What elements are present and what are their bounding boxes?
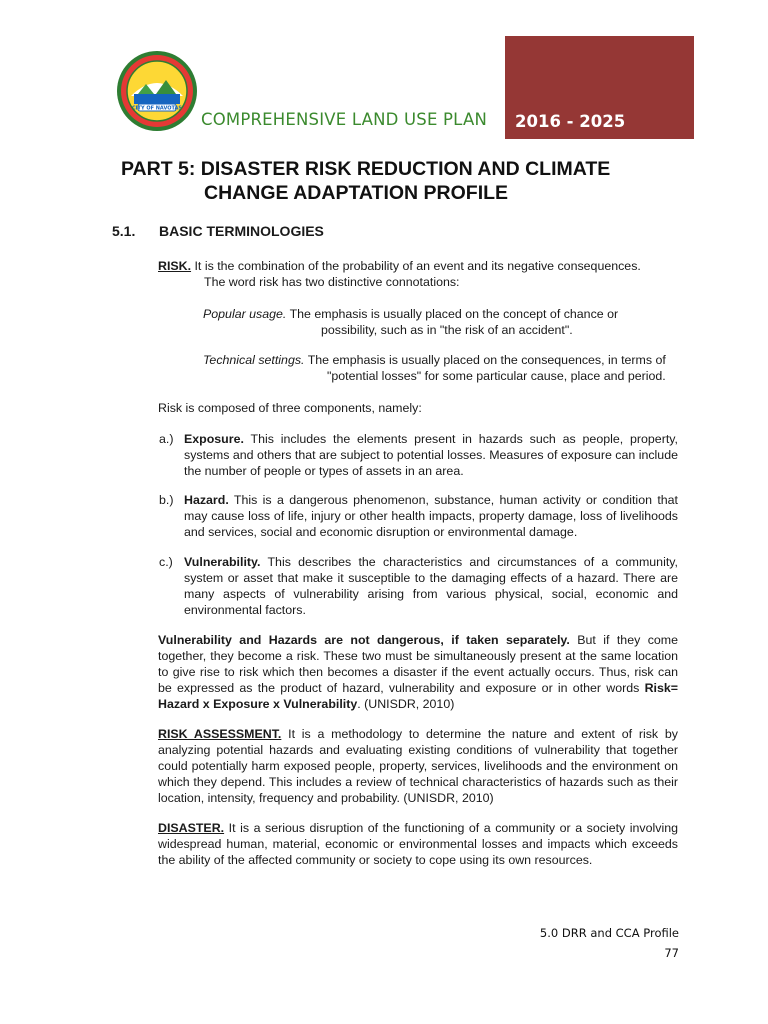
hazard-term: Hazard. bbox=[184, 493, 229, 507]
year-banner bbox=[505, 36, 694, 139]
item-label-b: b.) bbox=[159, 493, 174, 507]
seal-text: CITY OF NAVOTAS bbox=[132, 105, 182, 112]
footer-page-number: 77 bbox=[664, 946, 679, 960]
item-label-c: c.) bbox=[159, 555, 173, 569]
risk-paragraph bbox=[158, 258, 678, 290]
technical-settings bbox=[203, 352, 683, 384]
risk-assessment-paragraph bbox=[158, 726, 678, 806]
vh-cite: . (UNISDR, 2010) bbox=[357, 697, 455, 711]
part-title bbox=[121, 157, 661, 205]
vulnerability-hazard-paragraph bbox=[158, 632, 678, 712]
risk-term: RISK. bbox=[158, 259, 192, 273]
section-title: BASIC TERMINOLOGIES bbox=[159, 223, 324, 239]
part-title-line2: CHANGE ADAPTATION PROFILE bbox=[204, 182, 509, 204]
plan-title: COMPREHENSIVE LAND USE PLAN bbox=[201, 110, 487, 129]
exposure-text: This includes the elements present in hazards such as people, property, systems and others that are subject to potential losses. Measures of exposure can include the number of people or types of assets in an area. bbox=[184, 432, 678, 478]
hazard-item bbox=[184, 492, 678, 540]
footer-profile: 5.0 DRR and CCA Profile bbox=[539, 926, 679, 940]
vulnerability-text: This describes the characteristics and circumstances of a community, system or asset that make it susceptible to the damaging effects of a hazard. There are many aspects of vulnerability arising from various physical, social, economic and environmental factors. bbox=[184, 555, 678, 617]
city-seal-logo bbox=[116, 50, 198, 132]
vh-text: But if they come together, they become a risk. These two must be simultaneously present at the same location to give rise to risk which then becomes a disaster if the event actually occurs. Thus, risk can be expressed as the product of hazard, vulnerability and exposure or in other words bbox=[158, 633, 678, 695]
risk-line2: The word risk has two distinctive connotations: bbox=[204, 275, 460, 289]
risk-line1: It is the combination of the probability of an event and its negative consequences. bbox=[191, 259, 641, 273]
disaster-paragraph bbox=[158, 820, 678, 868]
part-title-line1: PART 5: DISASTER RISK REDUCTION AND CLIMATE bbox=[121, 158, 611, 180]
vulnerability-item bbox=[184, 554, 678, 618]
disaster-term: DISASTER. bbox=[158, 821, 225, 835]
popular-line1: The emphasis is usually placed on the concept of chance or bbox=[286, 307, 619, 321]
exposure-term: Exposure. bbox=[184, 432, 244, 446]
item-label-a: a.) bbox=[159, 432, 174, 446]
popular-line2: possibility, such as in "the risk of an accident". bbox=[321, 323, 573, 337]
risk-formula: Risk= Hazard x Exposure x Vulnerability bbox=[158, 681, 678, 711]
risk-assessment-text: It is a methodology to determine the nature and extent of risk by analyzing potential hazards and evaluating existing conditions of vulnerability that together could potentially harm exposed people, property, services, livelihoods and the environment on which they depend. This includes a review of technical characteristics of hazards such as their location, intensity, frequency and probability. (UNISDR, 2010) bbox=[158, 727, 678, 805]
popular-label: Popular usage. bbox=[203, 307, 287, 321]
risk-assessment-term: RISK ASSESSMENT. bbox=[158, 727, 282, 741]
technical-line1: The emphasis is usually placed on the consequences, in terms of bbox=[304, 353, 666, 367]
disaster-text: It is a serious disruption of the functioning of a community or a society involving widespread human, material, economic or environmental losses and impacts which exceeds the ability of the affected community or society to cope using its own resources. bbox=[158, 821, 678, 867]
technical-line2: "potential losses" for some particular cause, place and period. bbox=[327, 369, 666, 383]
exposure-item bbox=[184, 431, 678, 479]
vh-bold: Vulnerability and Hazards are not dangerous, if taken separately. bbox=[158, 633, 570, 647]
popular-usage bbox=[203, 306, 683, 338]
technical-label: Technical settings. bbox=[203, 353, 305, 367]
year-range: 2016 - 2025 bbox=[515, 112, 626, 131]
components-intro: Risk is composed of three components, namely: bbox=[158, 401, 422, 415]
section-number: 5.1. bbox=[112, 223, 136, 239]
hazard-text: This is a dangerous phenomenon, substance, human activity or condition that may cause loss of life, injury or other health impacts, property damage, loss of livelihoods and services, social and economic disruption or environmental damage. bbox=[184, 493, 678, 539]
vulnerability-term: Vulnerability. bbox=[184, 555, 261, 569]
